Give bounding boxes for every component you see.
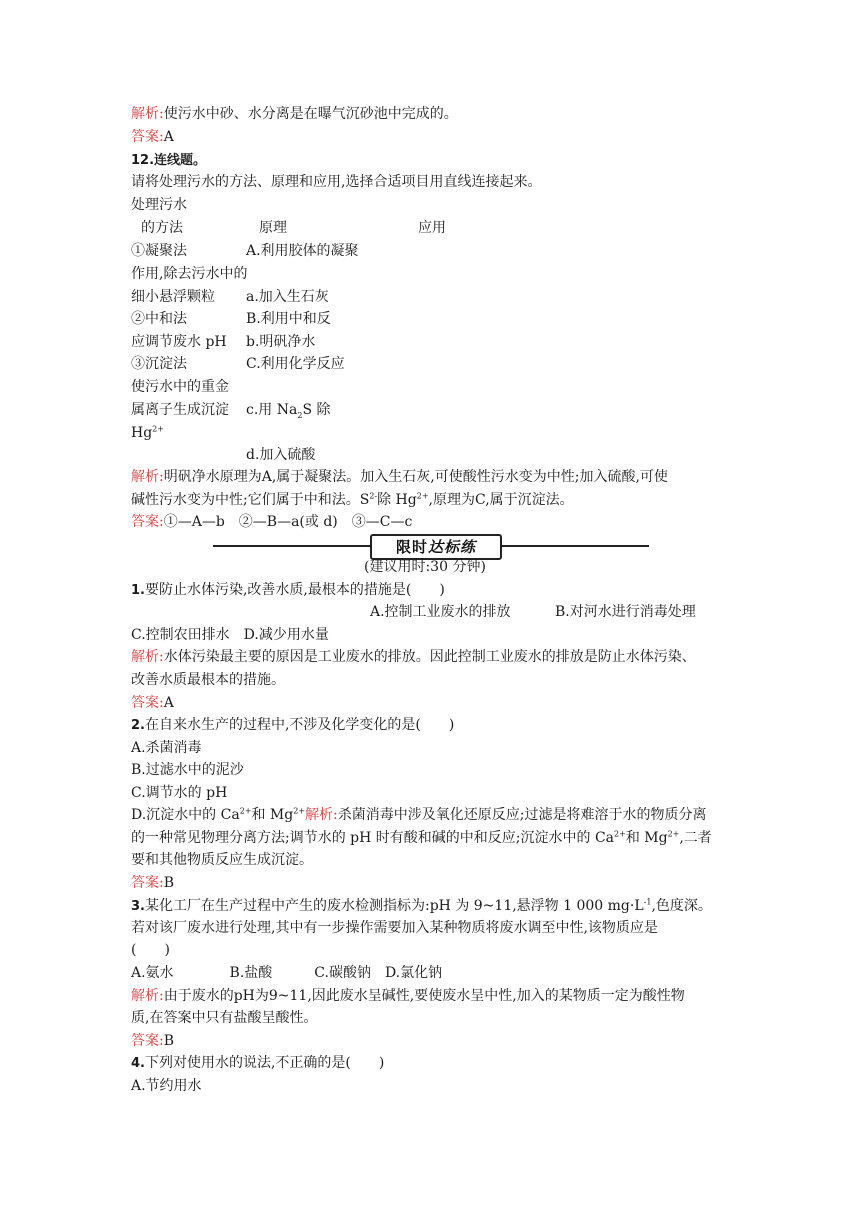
p3-stem-line-1: 3.某化工厂在生产过程中产生的废水检测指标为:pH 为 9~11,悬浮物 1 000 $mg\cdot L^{-1}$,色度深。 xyxy=(131,897,712,914)
q12-row-left: ②中和法 xyxy=(131,311,187,327)
q12-row-left: 使污水中的重金 xyxy=(131,379,229,395)
p2-analysis-line-2: 的一种常见物理分离方法;调节水的 pH 时有酸和碱的中和反应;沉淀水中的 $Ca^{2+}$和 $Mg^{2+}$,二者 xyxy=(131,829,712,846)
q12-item-c: c.用 $Na_2S$ 除 xyxy=(246,402,331,420)
answer-label: 答案: xyxy=(131,695,164,711)
q11-analysis-text: 使污水中砂、水分离是在曝气沉砂池中完成的。 xyxy=(163,106,458,122)
section-banner xyxy=(213,534,649,558)
p3-answer: 答案:B xyxy=(131,1033,175,1049)
p1-stem: 1.要防止水体污染,改善水质,最根本的措施是( ) xyxy=(131,582,445,598)
q12-item-d: d.加入硫酸 xyxy=(246,447,316,463)
analysis-label: 解析: xyxy=(305,807,338,823)
analysis-label: 解析: xyxy=(131,649,164,665)
q12-instruction: 请将处理污水的方法、原理和应用,选择合适项目用直线连接起来。 xyxy=(131,174,542,190)
q12-head-application: 应用 xyxy=(418,220,446,236)
q12-head-method-1: 处理污水 xyxy=(131,197,187,213)
q12-row-left: 细小悬浮颗粒 xyxy=(131,289,215,305)
answer-label: 答案: xyxy=(131,1033,164,1049)
p4-stem: 4.下列对使用水的说法,不正确的是( ) xyxy=(131,1055,385,1071)
q12-row-left: 应调节废水 pH xyxy=(131,334,227,350)
p1-options-cd: C.控制农田排水 D.减少用水量 xyxy=(131,627,329,643)
p3-stem-line-3: ( ) xyxy=(131,942,170,958)
q12-answer: 答案:①—A—b ②—B—a(或 d) ③—C—c xyxy=(131,514,413,530)
banner-title: 限时达标练 xyxy=(370,534,502,560)
q12-row-left: 属离子生成沉淀 xyxy=(131,402,229,418)
q12-row-right: B.利用中和反 xyxy=(246,311,331,327)
answer-label: 答案: xyxy=(131,514,164,530)
q11-answer-text: A xyxy=(163,129,174,145)
p1-analysis-line-1: 解析:水体污染最主要的原因是工业废水的排放。因此控制工业废水的排放是防止水体污染、 xyxy=(131,649,696,665)
q11-analysis xyxy=(131,104,458,124)
p4-option-a: A.节约用水 xyxy=(131,1078,202,1094)
p3-options: A.氨水 B.盐酸 C.碳酸钠 D.氯化钠 xyxy=(131,965,443,981)
p2-analysis-line-3: 要和其他物质反应生成沉淀。 xyxy=(131,852,313,868)
banner-rule-right xyxy=(502,545,649,547)
analysis-label: 解析: xyxy=(131,106,164,122)
p2-option-c: C.调节水的 pH xyxy=(131,785,228,801)
p3-stem-line-2: 若对该厂废水进行处理,其中有一步操作需要加入某种物质将废水调至中性,该物质应是 xyxy=(131,920,658,936)
q12-row-right: C.利用化学反应 xyxy=(246,356,345,372)
banner-rule-left xyxy=(213,545,370,547)
q12-analysis-line-2: 碱性污水变为中性;它们属于中和法。$S^{2-}$除 $Hg^{2+}$,原理为C,属于沉淀法。 xyxy=(131,491,574,508)
q12-title: 12.连线题。 xyxy=(131,153,207,168)
p2-stem: 2.在自来水生产的过程中,不涉及化学变化的是( ) xyxy=(131,717,455,733)
p3-analysis-line-1: 解析:由于废水的pH为9~11,因此废水呈碱性,要使废水呈中性,加入的某物质一定为酸性物 xyxy=(131,988,685,1004)
q12-row-left: 作用,除去污水中的 xyxy=(131,266,248,282)
analysis-label: 解析: xyxy=(131,469,164,485)
p1-answer: 答案:A xyxy=(131,695,174,711)
answer-label: 答案: xyxy=(131,875,164,891)
p2-option-b: B.过滤水中的泥沙 xyxy=(131,762,244,778)
q12-head-principle: 原理 xyxy=(259,220,287,236)
q12-row-right: a.加入生石灰 xyxy=(246,289,329,305)
p1-option-b: B.对河水进行消毒处理 xyxy=(555,604,696,620)
q12-item-c-hg: $Hg^{2+}$ xyxy=(131,424,164,441)
q11-answer xyxy=(131,127,174,147)
q12-head-method-2: 的方法 xyxy=(141,220,183,236)
suggested-time: (建议用时:30 分钟) xyxy=(364,559,486,575)
p1-option-a: A.控制工业废水的排放 xyxy=(370,604,511,620)
p2-option-d-analysis: D.沉淀水中的 $Ca^{2+}$和 $Mg^{2+}$解析:杀菌消毒中涉及氧化还原反应;过滤是将难溶于水的物质分离 xyxy=(131,806,707,823)
p3-analysis-line-2: 质,在答案中只有盐酸呈酸性。 xyxy=(131,1010,318,1026)
answer-label: 答案: xyxy=(131,129,164,145)
q12-row-right: b.明矾净水 xyxy=(246,334,316,350)
analysis-label: 解析: xyxy=(131,988,164,1004)
q12-analysis-line-1: 解析:明矾净水原理为A,属于凝聚法。加入生石灰,可使酸性污水变为中性;加入硫酸,可使 xyxy=(131,469,668,485)
q12-row-right: A.利用胶体的凝聚 xyxy=(246,243,359,259)
q12-row-left: ①凝聚法 xyxy=(131,243,187,259)
p1-analysis-line-2: 改善水质最根本的措施。 xyxy=(131,672,285,688)
q12-row-left: ③沉淀法 xyxy=(131,356,187,372)
p2-answer: 答案:B xyxy=(131,875,175,891)
p2-option-a: A.杀菌消毒 xyxy=(131,740,202,756)
